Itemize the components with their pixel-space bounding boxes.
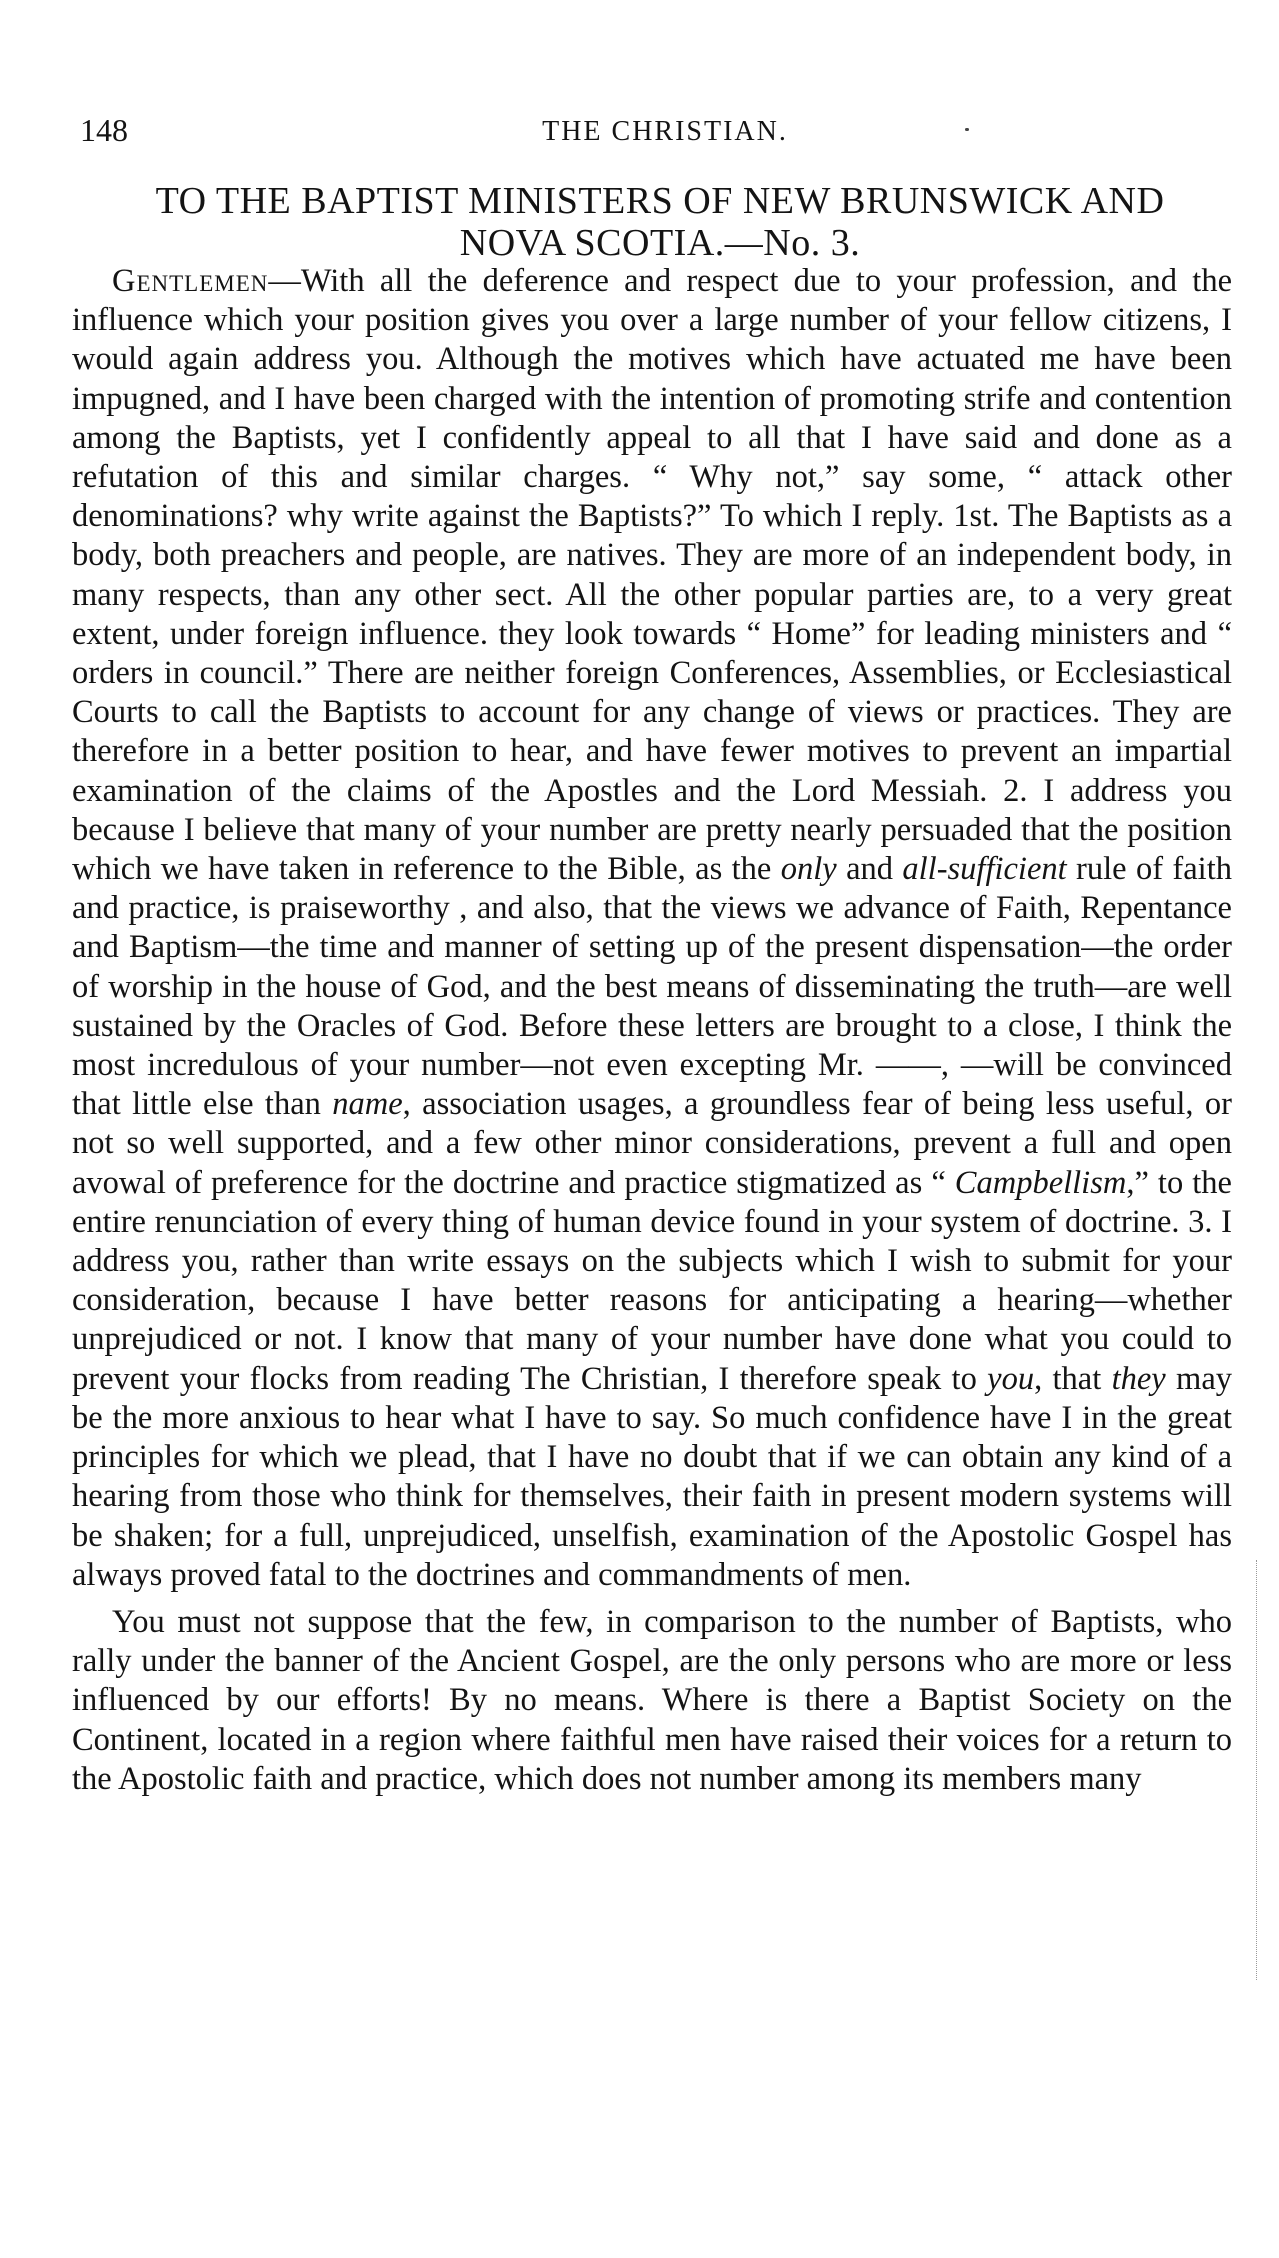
- margin-edge-mark: [1256, 1560, 1258, 1980]
- paragraph-1-text-5: ,” to the entire renunciation of every thing of human device found in your system of doctrine. 3. I address you, rather than write essays on the subjects which I wish to submit for your consideration, because I have better reasons for anticipating a hearing—whether unprejudiced or not. I know that many of your number have done what you could to prevent your flocks from reading The Christian, I therefore speak to: [72, 1164, 1232, 1397]
- paragraph-2: You must not suppose that the few, in comparison to the number of Baptists, who rally under the banner of the Ancient Gospel, are the only persons who are more or less influenced by our efforts! By no means. Where is there a Baptist Society on the Continent, located in a region where faithful men have raised their voices for a return to the Apostolic faith and practice, which does not number among its members many: [72, 1603, 1232, 1797]
- article-title-line-2: NOVA SCOTIA.—No. 3.: [459, 222, 861, 264]
- paragraph-1-text-1: —With all the deference and respect due to your profession, and the influence which your position gives you over a large number of your fellow citizens, I would again address you. Although the motives which have actuated me have been impugned, and I have been charged with the intention of promoting strife and contention among the Baptists, yet I confidently appeal to all that I have said and done as a refutation of this and similar charges. “ Why not,” say some, “ attack other denominations? why write against the Baptists?” To which I reply. 1st. The Baptists as a body, both preachers and people, are natives. They are more of an independent body, in many respects, than any other sect. All the other popular parties are, to a very great extent, under foreign influence. they look towards “ Home” for leading ministers and “ orders in council.” There are neither foreign Conferences, Assemblies, or Ecclesiastical Courts to call the Baptists to account for any change of views or practices. They are therefore in a better position to hear, and have fewer motives to prevent an impartial examination of the claims of the Apostles and the Lord Messiah. 2. I address you because I believe that many of your number are pretty nearly persuaded that the position which we have taken in reference to the Bible, as the: [72, 263, 1232, 888]
- article-title-line-1: TO THE BAPTIST MINISTERS OF NEW BRUNSWICK AND: [155, 180, 1165, 222]
- emphasis-you: you: [987, 1360, 1035, 1397]
- paragraph-1-text-2: and: [836, 851, 903, 888]
- emphasis-name: name: [332, 1086, 403, 1123]
- paragraph-1: [72, 262, 1232, 1595]
- article-body: [72, 262, 1232, 1799]
- running-head: [80, 112, 1250, 152]
- paragraph-1-text-3: rule of faith and practice, is praiseworthy , and also, that the views we advance of Faith, Repentance and Baptism—the time and manner of setting up of the present dispensation—the order of worship in the house of God, and the best means of disseminating the truth—are well sustained by the Oracles of God. Before these letters are brought to a close, I think the most incredulous of your number—not even excepting Mr. ——, —will be convinced that little else than: [72, 851, 1232, 1123]
- paragraph-1-text-7: may be the more anxious to hear what I have to say. So much confidence have I in the great principles for which we plead, that I have no doubt that if we can obtain any kind of a hearing from those who think for themselves, their faith in present modern systems will be shaken; for a full, unprejudiced, unselfish, examination of the Apostolic Gospel has always proved fatal to the doctrines and commandments of men.: [72, 1360, 1232, 1593]
- ink-speck: [965, 128, 969, 131]
- emphasis-all-sufficient: all-sufficient: [902, 851, 1067, 888]
- emphasis-campbellism: Campbellism: [954, 1164, 1127, 1201]
- paragraph-1-text-4: , association usages, a groundless fear of being less useful, or not so well supported, and a few other minor considerations, prevent a full and open avowal of preference for the doctrine and practice stigmatized as “: [72, 1086, 1232, 1201]
- page-number: 148: [80, 112, 128, 148]
- article-title: [70, 180, 1250, 264]
- paragraph-1-text-6: , that: [1034, 1360, 1112, 1397]
- emphasis-only: only: [780, 851, 837, 888]
- running-title: THE CHRISTIAN.: [542, 116, 788, 147]
- emphasis-they: they: [1111, 1360, 1166, 1397]
- salutation: Gentlemen: [112, 263, 269, 299]
